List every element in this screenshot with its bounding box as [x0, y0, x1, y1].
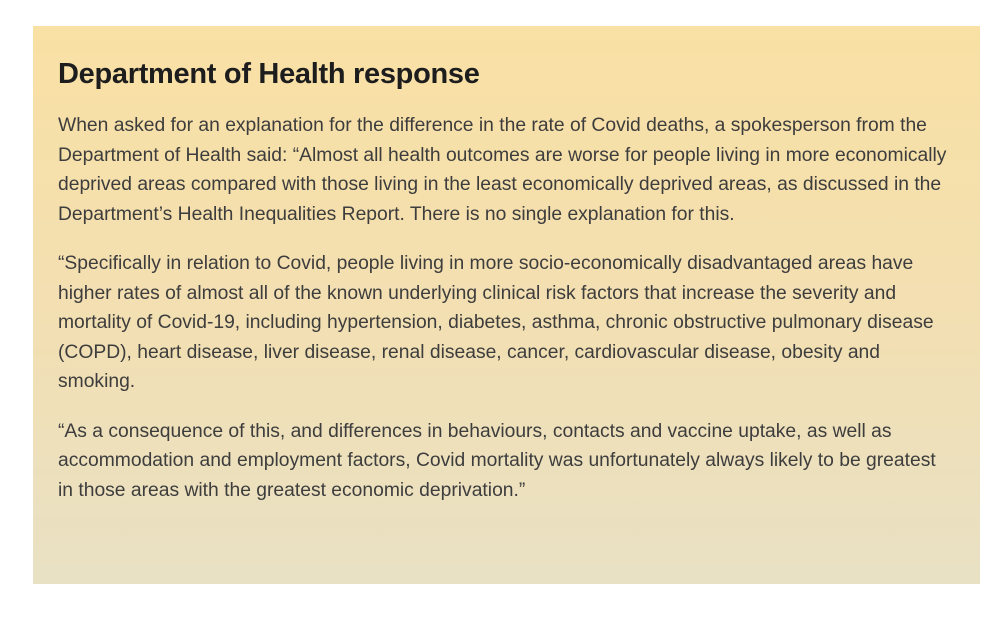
callout-panel — [33, 26, 980, 584]
paragraph-1: When asked for an explanation for the difference in the rate of Covid deaths, a spokesperson from the Department of Health said: “Almost all health outcomes are worse for people living in more economically deprived areas compared with those living in the least economically deprived areas, as discussed in the Department’s Health Inequalities Report. There is no single explanation for this. — [58, 115, 947, 225]
page-title: Department of Health response — [58, 58, 480, 90]
paragraph-3: “As a consequence of this, and differences in behaviours, contacts and vaccine uptake, as well as accommodation and employment factors, Covid mortality was unfortunately always likely to be greatest in those areas with the greatest economic deprivation.” — [58, 420, 936, 501]
paragraph-2: “Specifically in relation to Covid, people living in more socio-economically disadvantaged areas have higher rates of almost all of the known underlying clinical risk factors that increase the severity and mortality of Covid-19, including hypertension, diabetes, asthma, chronic obstructive pulmonary disease (COPD), heart disease, liver disease, renal disease, cancer, cardiovascular disease, obesity and smoking. — [58, 253, 934, 392]
